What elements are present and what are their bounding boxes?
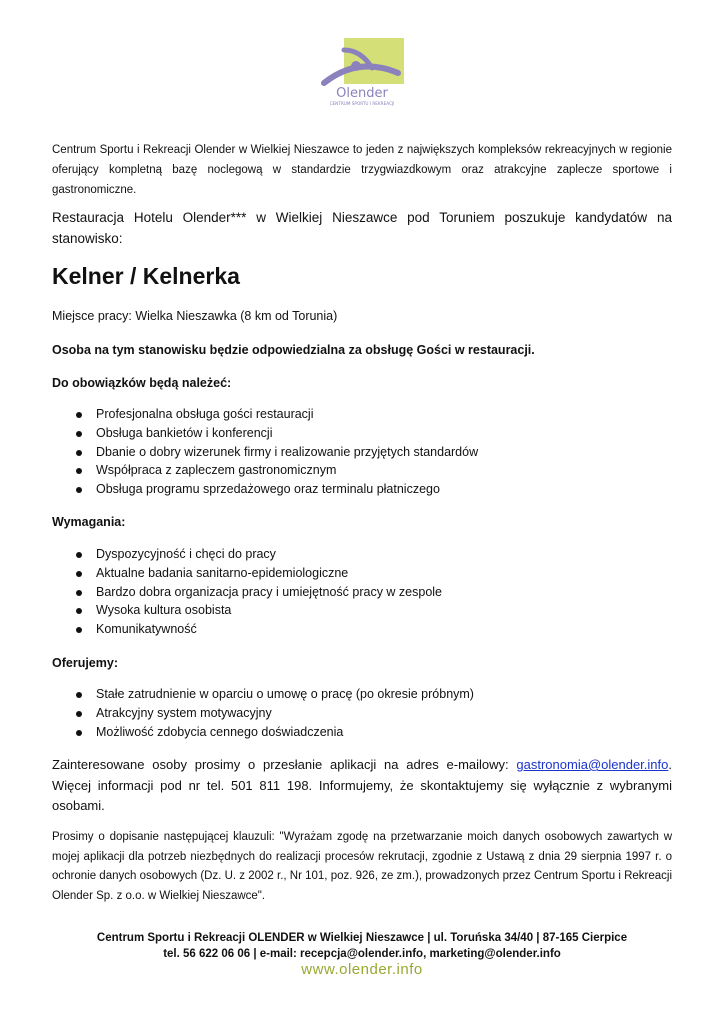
requirements-list bbox=[52, 545, 652, 639]
job-title: Kelner / Kelnerka bbox=[52, 263, 240, 289]
bullet-icon bbox=[76, 487, 82, 493]
list-item: Wysoka kultura osobista bbox=[52, 601, 652, 620]
bullet-icon bbox=[76, 627, 82, 633]
list-item: Aktualne badania sanitarno-epidemiologiczne bbox=[52, 564, 652, 583]
bullet-icon bbox=[76, 552, 82, 558]
footer-address: Centrum Sportu i Rekreacji OLENDER w Wielkiej Nieszawce | ul. Toruńska 34/40 | 87-165 Cierpice bbox=[96, 932, 628, 944]
list-item: Współpraca z zapleczem gastronomicznym bbox=[52, 461, 652, 480]
email-link[interactable]: gastronomia@olender.info bbox=[516, 757, 669, 772]
footer-contact: tel. 56 622 06 06 | e-mail: recepcja@olender.info, marketing@olender.info bbox=[163, 948, 561, 960]
bullet-icon bbox=[76, 730, 82, 736]
footer-website[interactable]: www.olender.info bbox=[301, 961, 423, 978]
offer-heading: Oferujemy: bbox=[52, 656, 118, 670]
bullet-icon bbox=[76, 590, 82, 596]
list-item: Atrakcyjny system motywacyjny bbox=[52, 704, 652, 723]
list-item: Dyspozycyjność i chęci do pracy bbox=[52, 545, 652, 564]
requirements-heading: Wymagania: bbox=[52, 515, 126, 529]
list-item: Obsługa programu sprzedażowego oraz terminalu płatniczego bbox=[52, 480, 652, 499]
olender-logo bbox=[316, 38, 408, 108]
workplace-line: Miejsce pracy: Wielka Nieszawka (8 km od Torunia) bbox=[52, 309, 338, 323]
bullet-icon bbox=[76, 468, 82, 474]
list-item: Profesjonalna obsługa gości restauracji bbox=[52, 405, 652, 424]
list-item: Możliwość zdobycia cennego doświadczenia bbox=[52, 723, 652, 742]
intro-paragraph: Centrum Sportu i Rekreacji Olender w Wielkiej Nieszawce to jeden z największych kompleksów rekreacyjnych w regionie oferujący kompletną bazę noclegową w standardzie trzygwiazdkowym oraz atrakcyjne zaplecze sportowe i gastronomiczne. bbox=[52, 144, 672, 196]
lead-paragraph: Restauracja Hotelu Olender*** w Wielkiej Nieszawce pod Toruniem poszukuje kandydatów na stanowisko: bbox=[52, 210, 672, 246]
responsibility-line: Osoba na tym stanowisku będzie odpowiedzialna za obsługę Gości w restauracji. bbox=[52, 343, 535, 357]
application-paragraph: Zainteresowane osoby prosimy o przesłanie aplikacji na adres e-mailowy: gastronomia@olender.info. Więcej informacji pod nr tel. 501 811 198. Informujemy, że skontaktujemy się wyłącznie z wybranymi osobami. bbox=[52, 757, 672, 813]
list-item: Obsługa bankietów i konferencji bbox=[52, 424, 652, 443]
duties-heading: Do obowiązków będą należeć: bbox=[52, 376, 232, 390]
list-item: Komunikatywność bbox=[52, 620, 652, 639]
consent-clause: Prosimy o dopisanie następującej klauzuli: "Wyrażam zgodę na przetwarzanie moich danych osobowych zawartych w mojej aplikacji dla potrzeb niezbędnych do realizacji procesów rekrutacji, zgodnie z Ustawą z dnia 29 sierpnia 1997 r. o ochronie danych osobowych (Dz. U. z 2002 r., Nr 101, poz. 926, ze zm.), prowadzonych przez Centrum Sportu i Rekreacji Olender Sp. z o.o. w Wielkiej Nieszawce". bbox=[52, 831, 673, 902]
bullet-icon bbox=[76, 711, 82, 717]
offer-list bbox=[52, 685, 652, 741]
bullet-icon bbox=[76, 431, 82, 437]
bullet-icon bbox=[76, 450, 82, 456]
bullet-icon bbox=[76, 692, 82, 698]
svg-text:CENTRUM SPORTU I REKREACJI: CENTRUM SPORTU I REKREACJI bbox=[329, 101, 395, 106]
bullet-icon bbox=[76, 571, 82, 577]
bullet-icon bbox=[76, 412, 82, 418]
list-item: Dbanie o dobry wizerunek firmy i realizowanie przyjętych standardów bbox=[52, 443, 652, 462]
svg-text:Olender: Olender bbox=[336, 86, 388, 101]
list-item: Stałe zatrudnienie w oparciu o umowę o pracę (po okresie próbnym) bbox=[52, 685, 652, 704]
bullet-icon bbox=[76, 608, 82, 614]
duties-list bbox=[52, 405, 652, 499]
list-item: Bardzo dobra organizacja pracy i umiejętność pracy w zespole bbox=[52, 583, 652, 602]
